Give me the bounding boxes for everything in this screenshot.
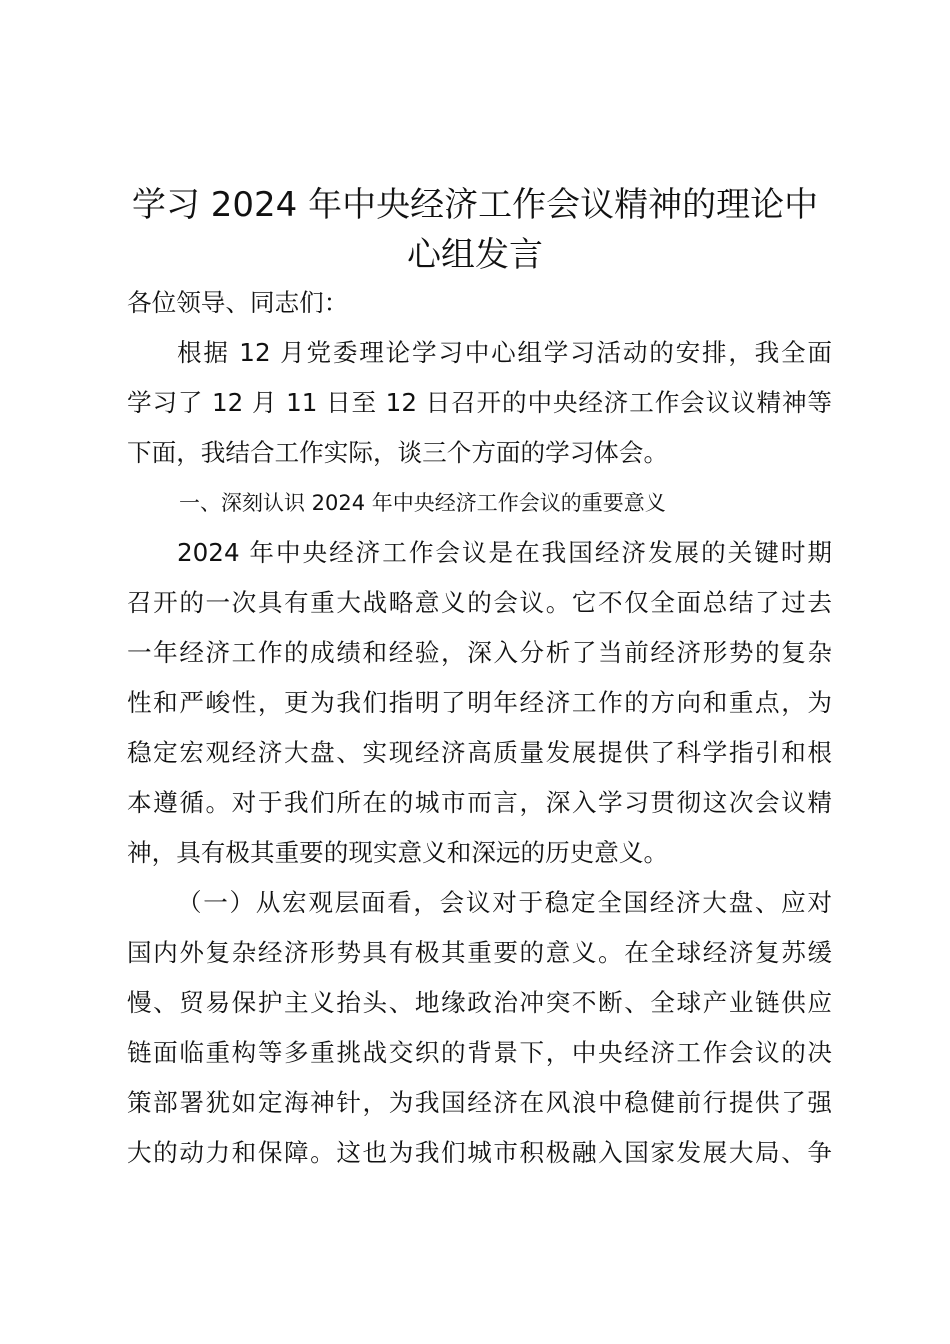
- paragraph-line: 2024 年中央经济工作会议是在我国经济发展的关键时期: [177, 538, 832, 567]
- paragraph-line: 性和严峻性，更为我们指明了明年经济工作的方向和重点，为: [127, 688, 832, 717]
- paragraph-line: 国内外复杂经济形势具有极其重要的意义。在全球经济复苏缓: [127, 938, 832, 967]
- paragraph-significance: [127, 528, 832, 878]
- greeting: 各位领导、同志们：: [127, 288, 349, 317]
- paragraph-line: 学习了 12 月 11 日至 12 日召开的中央经济工作会议议精神等: [127, 388, 832, 417]
- paragraph-intro: [127, 328, 832, 478]
- paragraph-line: 大的动力和保障。这也为我们城市积极融入国家发展大局、争: [127, 1138, 832, 1167]
- paragraph-line: 策部署犹如定海神针，为我国经济在风浪中稳健前行提供了强: [127, 1088, 832, 1117]
- paragraph-line: 一年经济工作的成绩和经验，深入分析了当前经济形势的复杂: [127, 638, 832, 667]
- paragraph-line: （一）从宏观层面看，会议对于稳定全国经济大盘、应对: [177, 888, 832, 917]
- paragraph-line: 下面，我结合工作实际，谈三个方面的学习体会。: [127, 438, 669, 467]
- section-heading: 一、深刻认识 2024 年中央经济工作会议的重要意义: [179, 491, 666, 515]
- paragraph-macro: [127, 878, 832, 1178]
- paragraph-line: 召开的一次具有重大战略意义的会议。它不仅全面总结了过去: [127, 588, 832, 617]
- paragraph-line: 稳定宏观经济大盘、实现经济高质量发展提供了科学指引和根: [127, 738, 832, 767]
- paragraph-line: 根据 12 月党委理论学习中心组学习活动的安排，我全面: [177, 338, 832, 367]
- paragraph-line: 链面临重构等多重挑战交织的背景下，中央经济工作会议的决: [127, 1038, 832, 1067]
- title-line-1: 学习 2024 年中央经济工作会议精神的理论中: [131, 185, 819, 225]
- title-line-2: 心组发言: [407, 235, 543, 275]
- document-title: [110, 180, 840, 280]
- paragraph-line: 神，具有极其重要的现实意义和深远的历史意义。: [127, 838, 669, 867]
- document-body: [127, 278, 832, 1178]
- paragraph-line: 本遵循。对于我们所在的城市而言，深入学习贯彻这次会议精: [127, 788, 832, 817]
- paragraph-line: 慢、贸易保护主义抬头、地缘政治冲突不断、全球产业链供应: [127, 988, 832, 1017]
